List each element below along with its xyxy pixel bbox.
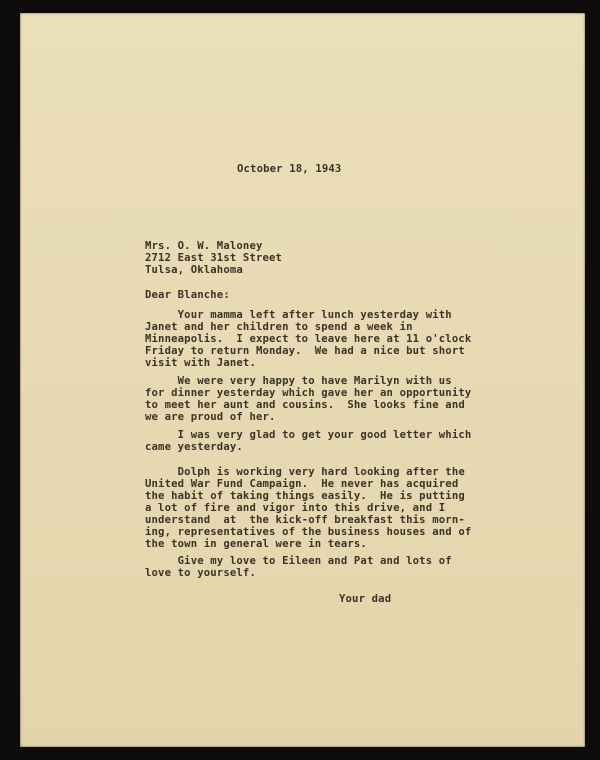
paragraph-line: We were very happy to have Marilyn with us xyxy=(145,375,452,387)
paragraph-line: Friday to return Monday. We had a nice but short xyxy=(145,345,465,357)
paragraph-line: United War Fund Campaign. He never has acquired xyxy=(145,478,459,490)
letter-page xyxy=(20,13,585,747)
paragraph-line: for dinner yesterday which gave her an opportunity xyxy=(145,387,472,399)
recipient-address xyxy=(145,240,282,276)
paragraph-3 xyxy=(145,429,471,453)
letter-date: October 18, 1943 xyxy=(237,163,342,175)
paragraph-line: the town in general were in tears. xyxy=(145,538,367,550)
paragraph-line: the habit of taking things easily. He is putting xyxy=(145,490,465,502)
paragraph-line: we are proud of her. xyxy=(145,411,276,423)
paragraph-1 xyxy=(145,309,471,369)
paragraph-line: Your mamma left after lunch yesterday with xyxy=(145,309,452,321)
salutation: Dear Blanche: xyxy=(145,289,230,301)
address-line: 2712 East 31st Street xyxy=(145,252,283,264)
paragraph-4 xyxy=(145,466,471,550)
paragraph-line: ing, representatives of the business houses and of xyxy=(145,526,472,538)
address-line: Tulsa, Oklahoma xyxy=(145,264,243,276)
paragraph-line: Janet and her children to spend a week in xyxy=(145,321,413,333)
paragraph-line: visit with Janet. xyxy=(145,357,256,369)
paragraph-line: a lot of fire and vigor into this drive, and I xyxy=(145,502,446,514)
paragraph-line: I was very glad to get your good letter which xyxy=(145,429,472,441)
paragraph-line: love to yourself. xyxy=(145,567,256,579)
paragraph-line: understand at the kick-off breakfast this morn- xyxy=(145,514,465,526)
closing-signature: Your dad xyxy=(339,593,392,605)
paragraph-line: Dolph is working very hard looking after the xyxy=(145,466,465,478)
paragraph-line: Give my love to Eileen and Pat and lots of xyxy=(145,555,452,567)
paragraph-2 xyxy=(145,375,471,423)
paragraph-5 xyxy=(145,555,452,579)
paragraph-line: to meet her aunt and cousins. She looks fine and xyxy=(145,399,465,411)
address-line: Mrs. O. W. Maloney xyxy=(145,240,263,252)
paragraph-line: Minneapolis. I expect to leave here at 11 o'clock xyxy=(145,333,472,345)
paragraph-line: came yesterday. xyxy=(145,441,243,453)
